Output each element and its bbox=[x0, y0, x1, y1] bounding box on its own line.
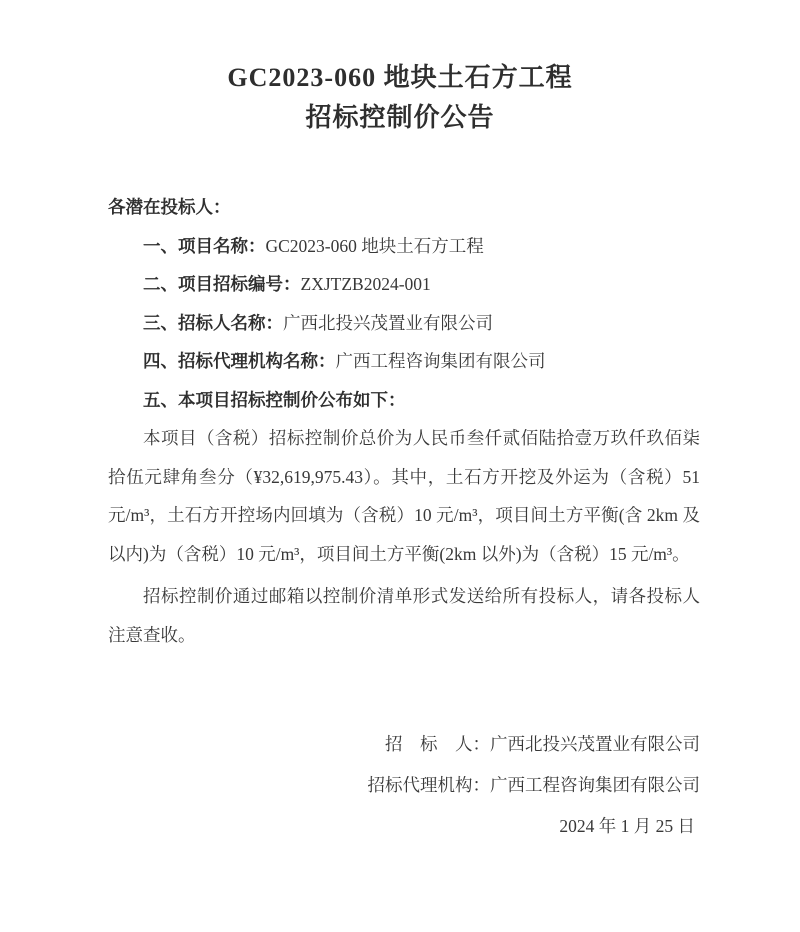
title-line-2: 招标控制价公告 bbox=[305, 103, 495, 132]
list-item-project-name bbox=[108, 227, 700, 266]
signature-tenderer bbox=[108, 724, 700, 765]
document-title bbox=[0, 0, 800, 138]
paragraph-control-price: 本项目（含税）招标控制价总价为人民币叁仟贰佰陆拾壹万玖仟玖佰柒拾伍元肆角叁分（¥32,619,975.43）。其中，土石方开挖及外运为（含税）51 元/m³，土石方开控场内回填为（含税）10 元/m³，项目间土方平衡(含 2km 及以内)为（含税）10 元/m³，项目间土方平衡(2km 以外)为（含税）15 元/m³。 bbox=[108, 428, 700, 564]
signature-block bbox=[108, 724, 700, 847]
signature-date: 2024 年 1 月 25 日 bbox=[559, 816, 695, 836]
paragraph-email-notice: 招标控制价通过邮箱以控制价清单形式发送给所有投标人，请各投标人注意查收。 bbox=[108, 586, 700, 645]
item-label: 一、项目名称： bbox=[143, 235, 266, 256]
list-item-agency-name bbox=[108, 342, 700, 381]
item-label: 二、项目招标编号： bbox=[143, 274, 301, 294]
item-label: 三、招标人名称： bbox=[143, 312, 283, 333]
title-line-1: GC2023-060 地块土石方工程 bbox=[227, 63, 573, 92]
signature-agency bbox=[108, 765, 700, 806]
item-value: GC2023-060 地块土石方工程 bbox=[265, 235, 484, 256]
list-item-control-price-heading bbox=[108, 381, 700, 420]
list-item-tender-number bbox=[108, 265, 700, 304]
signature-label: 招标代理机构： bbox=[367, 775, 490, 795]
item-list bbox=[108, 227, 700, 420]
item-value: 广西北投兴茂置业有限公司 bbox=[283, 312, 493, 333]
item-value: 广西工程咨询集团有限公司 bbox=[335, 351, 546, 371]
list-item-tenderer-name bbox=[108, 304, 700, 343]
signature-label: 招 标 人： bbox=[385, 734, 490, 754]
document-body bbox=[108, 188, 700, 847]
signature-value: 广西工程咨询集团有限公司 bbox=[490, 775, 700, 795]
item-label: 四、招标代理机构名称： bbox=[143, 351, 336, 371]
salutation: 各潜在投标人： bbox=[108, 197, 231, 217]
item-value: ZXJTZB2024-001 bbox=[300, 274, 431, 294]
signature-value: 广西北投兴茂置业有限公司 bbox=[490, 734, 700, 754]
item-label: 五、本项目招标控制价公布如下： bbox=[143, 389, 406, 410]
